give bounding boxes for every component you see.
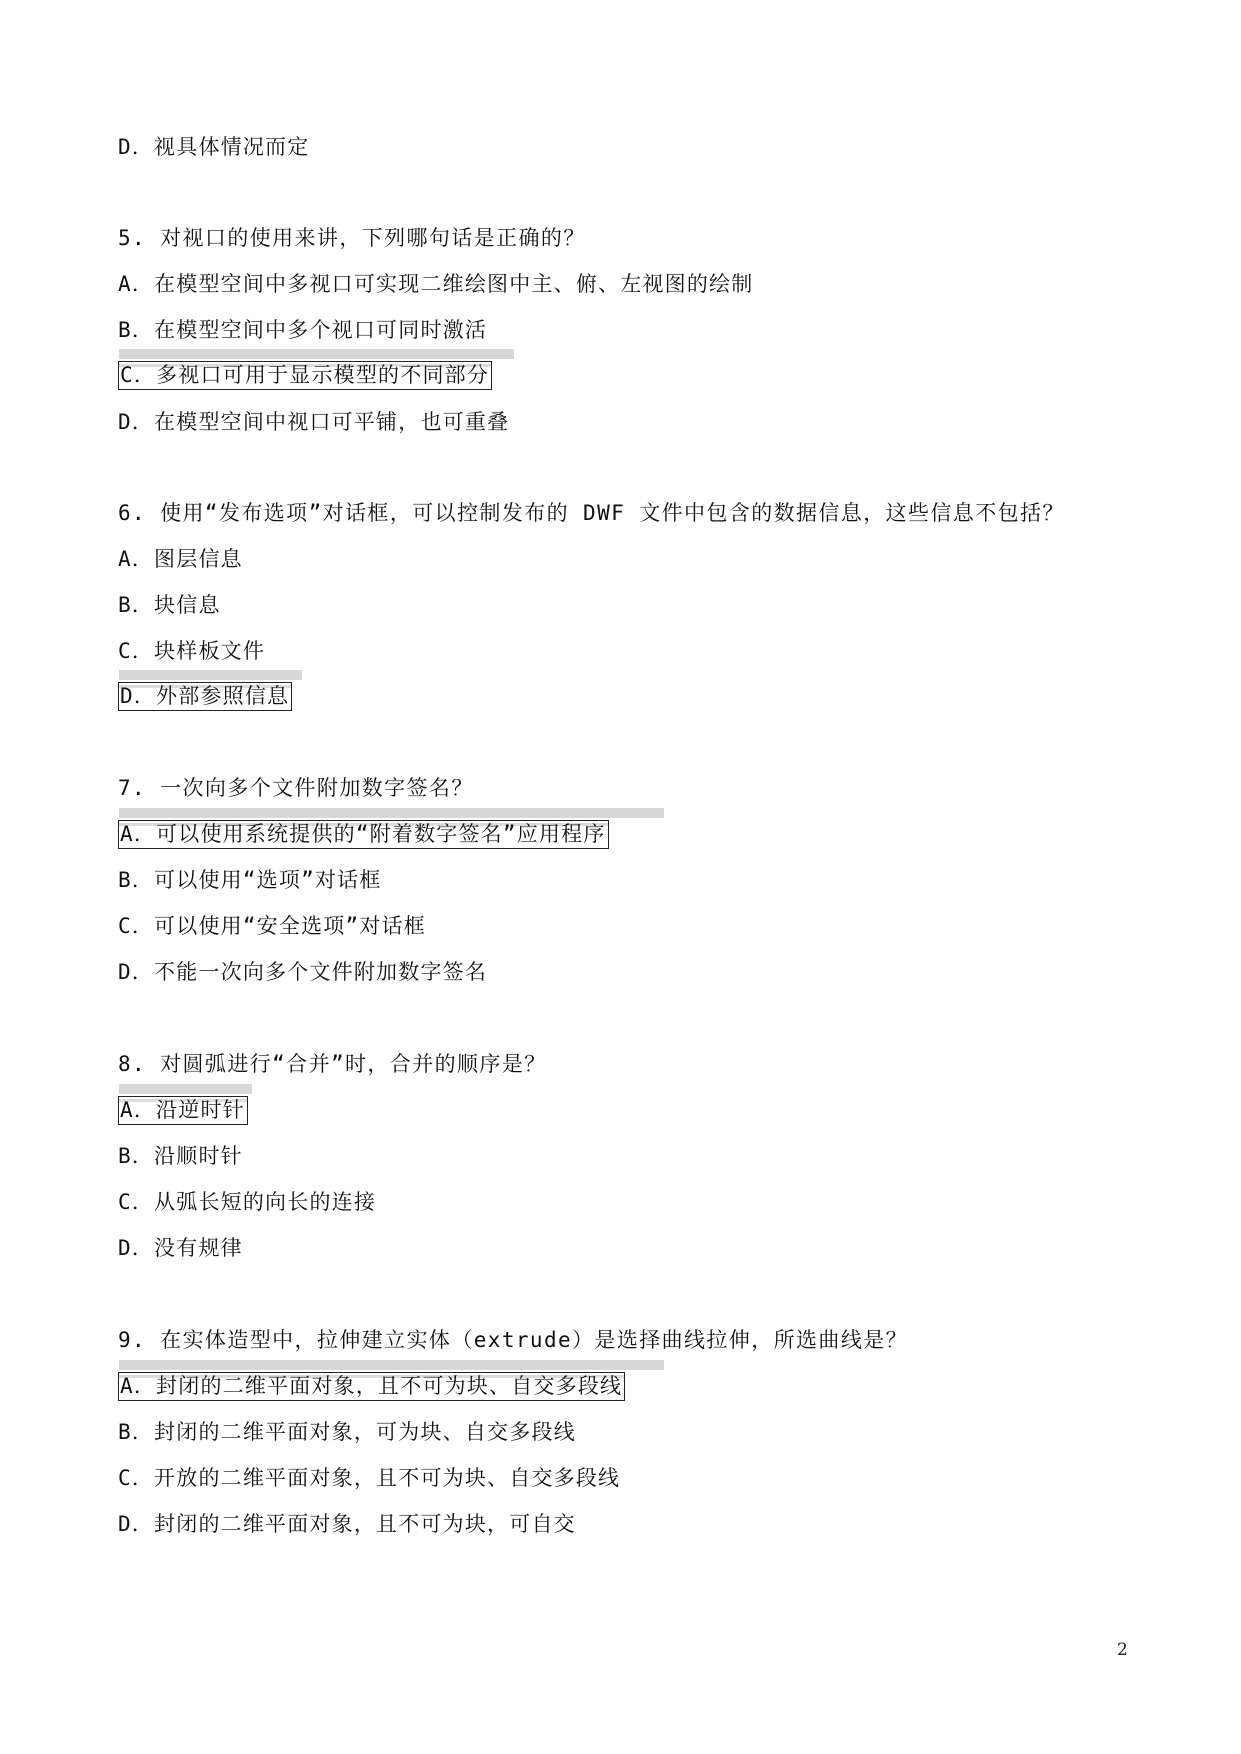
option-q5-d: D．在模型空间中视口可平铺，也可重叠 [118, 410, 510, 434]
answer-q6-d: D．外部参照信息 [118, 682, 292, 711]
option-q9-d: D．封闭的二维平面对象，且不可为块，可自交 [118, 1512, 576, 1536]
question-6: 6. 使用“发布选项”对话框，可以控制发布的 DWF 文件中包含的数据信息，这些信息不包括？ [118, 501, 1065, 525]
option-q8-b: B．沿顺时针 [118, 1144, 243, 1168]
option-q6-c: C．块样板文件 [118, 639, 266, 663]
highlight-shade [119, 1084, 252, 1094]
answer-q9-a: A．封闭的二维平面对象，且不可为块、自交多段线 [118, 1372, 625, 1401]
option-q5-b: B．在模型空间中多个视口可同时激活 [118, 318, 488, 342]
option-q7-b: B．可以使用“选项”对话框 [118, 868, 382, 892]
question-5: 5. 对视口的使用来讲，下列哪句话是正确的？ [118, 226, 586, 250]
option-q4-d: D．视具体情况而定 [118, 135, 310, 159]
option-q8-d: D．没有规律 [118, 1236, 243, 1260]
question-8: 8. 对圆弧进行“合并”时，合并的顺序是？ [118, 1052, 547, 1076]
highlight-shade [119, 1360, 664, 1370]
question-9: 9. 在实体造型中，拉伸建立实体（extrude）是选择曲线拉伸，所选曲线是？ [118, 1328, 909, 1352]
page-number: 2 [1117, 1640, 1128, 1660]
option-q6-a: A．图层信息 [118, 547, 243, 571]
option-q7-c: C．可以使用“安全选项”对话框 [118, 914, 426, 938]
question-7: 7. 一次向多个文件附加数字签名？ [118, 776, 474, 800]
option-q7-d: D．不能一次向多个文件附加数字签名 [118, 960, 488, 984]
highlight-shade [119, 670, 302, 680]
option-q6-b: B．块信息 [118, 593, 221, 617]
option-q8-c: C．从弧长短的向长的连接 [118, 1190, 377, 1214]
option-q9-c: C．开放的二维平面对象，且不可为块、自交多段线 [118, 1466, 621, 1490]
highlight-shade [119, 808, 664, 818]
option-q9-b: B．封闭的二维平面对象，可为块、自交多段线 [118, 1420, 576, 1444]
answer-q5-c: C．多视口可用于显示模型的不同部分 [118, 361, 492, 390]
highlight-shade [119, 349, 514, 359]
answer-q8-a: A．沿逆时针 [118, 1096, 248, 1125]
answer-q7-a: A．可以使用系统提供的“附着数字签名”应用程序 [118, 820, 609, 849]
option-q5-a: A．在模型空间中多视口可实现二维绘图中主、俯、左视图的绘制 [118, 272, 754, 296]
